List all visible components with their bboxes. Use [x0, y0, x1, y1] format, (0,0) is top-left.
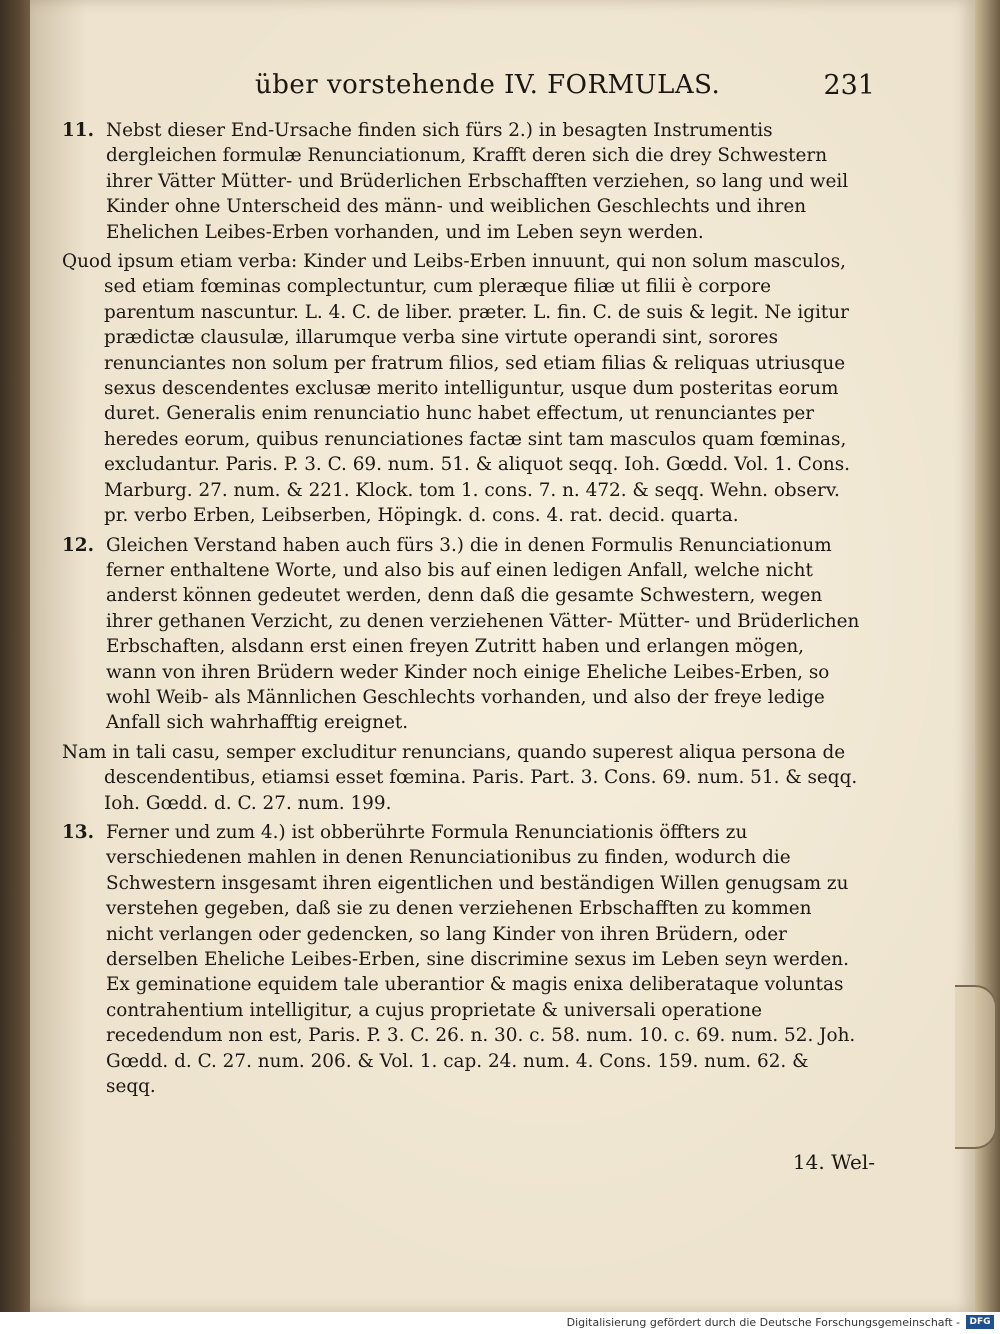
page-body — [62, 118, 860, 1103]
paragraph-text: Nebst dieser End-Ursache finden sich fürs 2.) in besagten Instrumentis dergleichen formulæ Renunciationum, Krafft deren sich die drey Schwestern ihrer Vätter Mütter- und Brüderlichen Erbschafften verziehen, so lang und weil Kinder ohne Unterscheid des männ- und weiblichen Geschlechts und ihren Ehelichen Leibes-Erben vorhanden, und im Leben seyn werden. — [106, 120, 849, 243]
paragraph-number: 13. — [62, 821, 94, 843]
digitization-credit: Digitalisierung gefördert durch die Deutsche Forschungsgemeinschaft - — [566, 1316, 960, 1329]
paragraph-number: 11. — [62, 120, 94, 141]
page-header — [95, 70, 875, 110]
paragraph-text: Quod ipsum etiam verba: Kinder und Leibs-Erben innuunt, qui non solum masculos, sed etiam fœminas complectuntur, cum pleræque filiæ ut filii è corpore parentum nascuntur. L. 4. C. de liber. præter. L. fin. C. de suis & legit. Ne igitur prædictæ clausulæ, illarumque verba sine virtute operandi sint, sorores renunciantes non solum per fratrum filios, sed etiam filias & reliquas utriusque sexus descendentes exclusæ merito intelliguntur, usque dum posteritas eorum duret. Generalis enim renunciatio hunc habet effectum, ut renunciantes per heredes eorum, quibus renunciationes factæ sint tam masculos quam fœminas, excludantur. Paris. P. 3. C. 69. num. 51. & aliquot seqq. Ioh. Gœdd. Vol. 1. Cons. Marburg. 27. num. & 221. Klock. tom 1. cons. 7. n. 472. & seqq. Wehn. observ. pr. verbo Erben, Leibserben, Höpingk. d. cons. 4. rat. decid. quarta. — [62, 251, 851, 527]
latin-gloss-1 — [62, 249, 860, 528]
paragraph-text: Nam in tali casu, semper excluditur renuncians, quando superest aliqua persona de descendentibus, etiamsi esset fœmina. Paris. Part. 3. Cons. 69. num. 51. & seqq. Ioh. Gœdd. d. C. 27. num. 199. — [62, 741, 858, 814]
latin-gloss-2 — [62, 740, 860, 816]
paragraph-11 — [62, 118, 860, 245]
paragraph-text: Gleichen Verstand haben auch fürs 3.) die in denen Formulis Renunciationum ferner enthaltene Worte, und also bis auf einen ledigen Anfall, welche nicht anderst können gedeutet werden, denn daß die gesamte Schwestern, wegen ihrer gethanen Verzicht, zu denen verziehenen Vätter- Mütter- und Brüderlichen Erbschaften, alsdann erst einen freyen Zutritt haben und erlangen mögen, wann von ihren Brüdern weder Kinder noch einige Eheliche Leibes-Erben, so wohl Weib- als Männlichen Geschlechts vorhanden, und also der freye ledige Anfall sich wahrhafftig ereignet. — [106, 534, 860, 734]
catchword: 14. Wel- — [792, 1150, 875, 1174]
dfg-logo: DFG — [966, 1315, 994, 1329]
page-tab-marker — [955, 985, 997, 1149]
paragraph-text: Ferner und zum 4.) ist obberührte Formula Renunciationis öffters zu verschiedenen mahlen in denen Renunciationibus zu finden, wodurch die Schwestern insgesamt ihren eigentlichen und beständigen Willen genugsam zu verstehen gegeben, daß sie zu denen verziehenen Erbschafften zu kommen nicht verlangen oder gedencken, so lang Kinder von ihren Brüdern, oder derselben Eheliche Leibes-Erben, sine discrimine sexus im Leben seyn werden. Ex geminatione equidem tale uberantior & magis enixa deliberataque voluntas contrahentium intelligitur, a cujus proprietate & universali operatione recedendum non est, Paris. P. 3. C. 26. n. 30. c. 58. num. 10. c. 69. num. 52. Joh. Gœdd. d. C. 27. num. 206. & Vol. 1. cap. 24. num. 4. Cons. 159. num. 62. & seqq. — [106, 821, 856, 1098]
paragraph-13 — [62, 820, 860, 1099]
page-number: 231 — [823, 70, 875, 101]
running-head: über vorstehende IV. FORMULAS. — [255, 70, 721, 100]
paragraph-12 — [62, 533, 860, 736]
paragraph-number: 12. — [62, 534, 94, 556]
